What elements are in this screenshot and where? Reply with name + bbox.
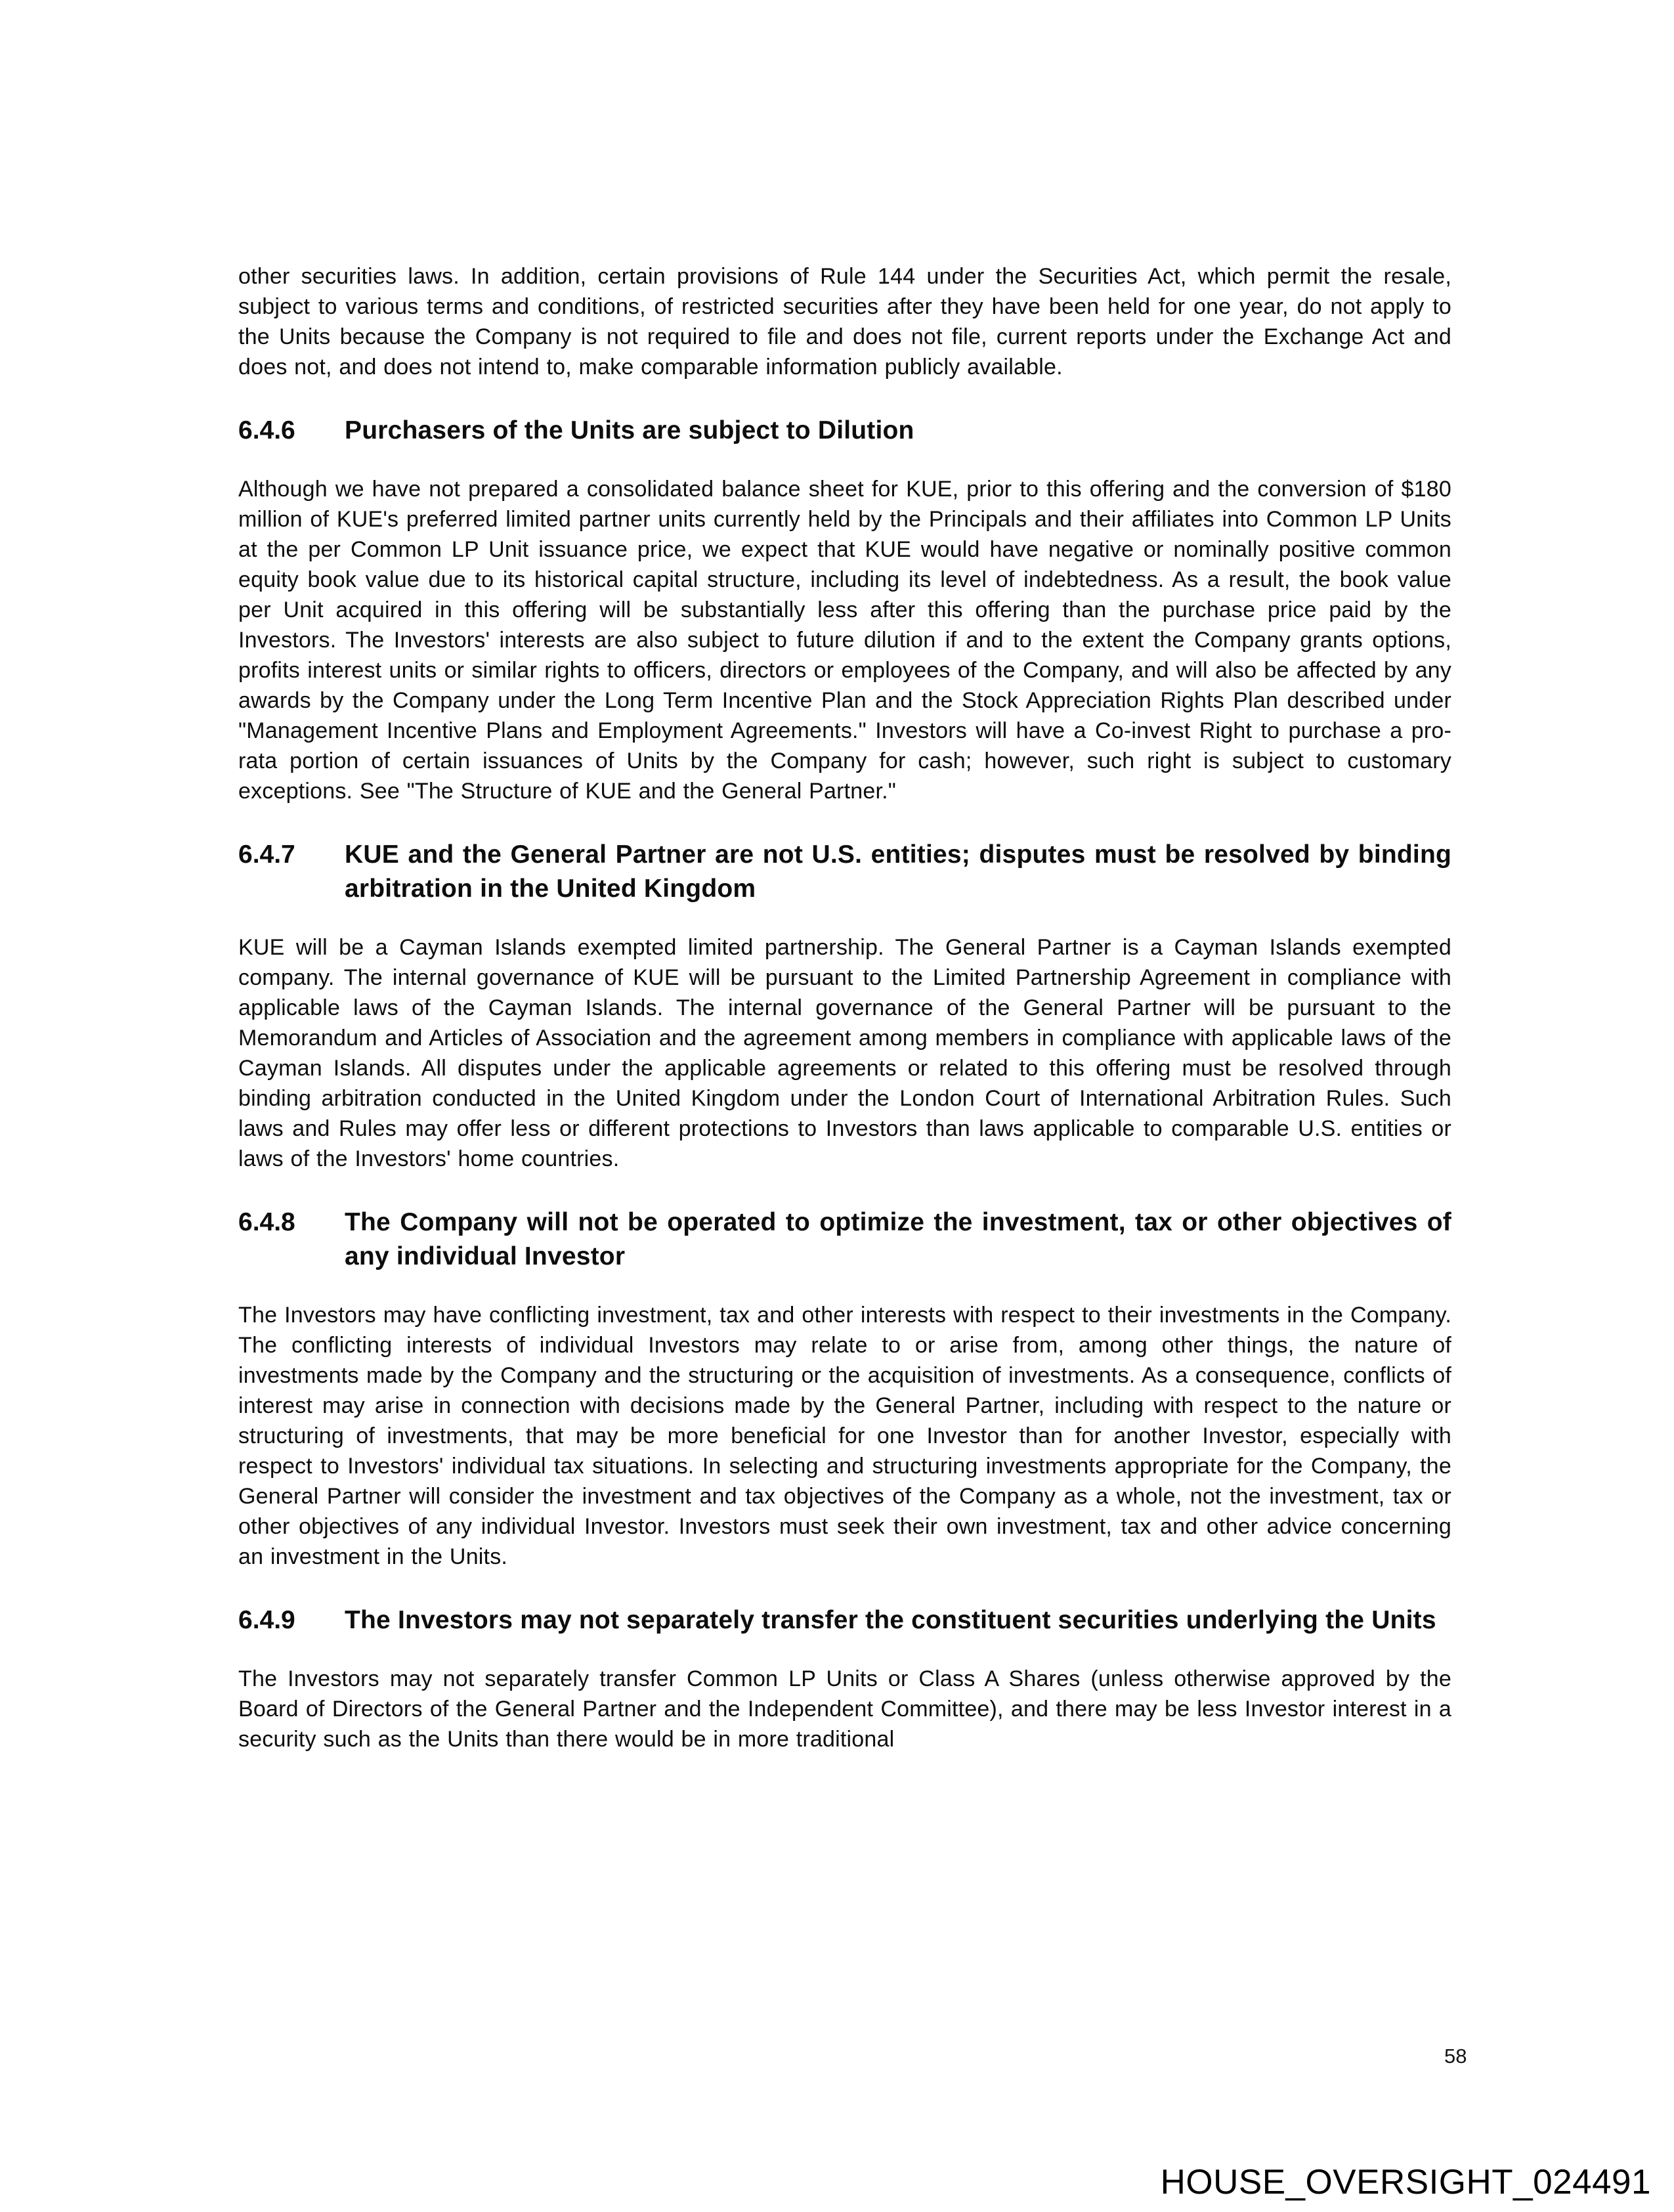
section-body: The Investors may not separately transfer Common LP Units or Class A Shares (unless otherwise approved by the Board of Directors of the General Partner and the Independent Committee), and there may be less Investor interest in a security such as the Units than there would be in more traditional — [238, 1666, 1451, 1752]
section-title: The Company will not be operated to optimize the investment, tax or other objectives of any individual Investor — [345, 1208, 1451, 1270]
section-6-4-7 — [238, 838, 1451, 1174]
section-6-4-8 — [238, 1205, 1451, 1572]
page-number: 58 — [1444, 2045, 1467, 2068]
section-number: 6.4.8 — [238, 1208, 295, 1236]
continuation-paragraph: other securities laws. In addition, certain provisions of Rule 144 under the Securities Act, which permit the resale, subject to various terms and conditions, of restricted securities after they have been held for one year, do not apply to the Units because the Company is not required to file and does not file, current reports under the Exchange Act and does not, and does not intend to, make comparable information publicly available. — [238, 264, 1451, 380]
section-body: The Investors may have conflicting investment, tax and other interests with respect to their investments in the Company. The conflicting interests of individual Investors may relate to or arise from, among other things, the nature of investments made by the Company and the structuring or the acquisition of investments. As a consequence, conflicts of interest may arise in connection with decisions made by the General Partner, including with respect to the nature or structuring of investments, that may be more beneficial for one Investor than for another Investor, especially with respect to Investors' individual tax situations. In selecting and structuring investments appropriate for the Company, the General Partner will consider the investment and tax objectives of the Company as a whole, not the investment, tax or other objectives of any individual Investor. Investors must seek their own investment, tax and other advice concerning an investment in the Units. — [238, 1303, 1451, 1569]
section-title: Purchasers of the Units are subject to Dilution — [345, 416, 914, 445]
page-content — [238, 261, 1451, 1754]
bates-stamp: HOUSE_OVERSIGHT_024491 — [1160, 2163, 1651, 2201]
section-heading — [238, 1603, 1451, 1637]
section-heading — [238, 838, 1451, 906]
section-body: KUE will be a Cayman Islands exempted limited partnership. The General Partner is a Cayman Islands exempted company. The internal governance of KUE will be pursuant to the Limited Partnership Agreement in compliance with applicable laws of the Cayman Islands. The internal governance of the General Partner will be pursuant to the Memorandum and Articles of Association and the agreement among members in compliance with applicable laws of the Cayman Islands. All disputes under the applicable agreements or related to this offering must be resolved through binding arbitration conducted in the United Kingdom under the London Court of International Arbitration Rules. Such laws and Rules may offer less or different protections to Investors than laws applicable to comparable U.S. entities or laws of the Investors' home countries. — [238, 935, 1451, 1171]
section-title: The Investors may not separately transfer the constituent securities underlying the Units — [345, 1606, 1436, 1634]
section-heading — [238, 1205, 1451, 1274]
section-6-4-6 — [238, 414, 1451, 806]
section-body: Although we have not prepared a consolidated balance sheet for KUE, prior to this offering and the conversion of $180 million of KUE's preferred limited partner units currently held by the Principals and their affiliates into Common LP Units at the per Common LP Unit issuance price, we expect that KUE would have negative or nominally positive common equity book value due to its historical capital structure, including its level of indebtedness. As a result, the book value per Unit acquired in this offering will be substantially less after this offering than the purchase price paid by the Investors. The Investors' interests are also subject to future dilution if and to the extent the Company grants options, profits interest units or similar rights to officers, directors or employees of the Company, and will also be affected by any awards by the Company under the Long Term Incentive Plan and the Stock Appreciation Rights Plan described under "Management Incentive Plans and Employment Agreements." Investors will have a Co-invest Right to purchase a pro-rata portion of certain issuances of Units by the Company for cash; however, such right is subject to customary exceptions. See "The Structure of KUE and the General Partner." — [238, 477, 1451, 804]
section-number: 6.4.7 — [238, 840, 295, 869]
section-6-4-9 — [238, 1603, 1451, 1754]
section-number: 6.4.6 — [238, 416, 295, 445]
section-heading — [238, 414, 1451, 448]
section-title: KUE and the General Partner are not U.S. entities; disputes must be resolved by binding arbitration in the United Kingdom — [345, 840, 1451, 903]
section-number: 6.4.9 — [238, 1606, 295, 1634]
